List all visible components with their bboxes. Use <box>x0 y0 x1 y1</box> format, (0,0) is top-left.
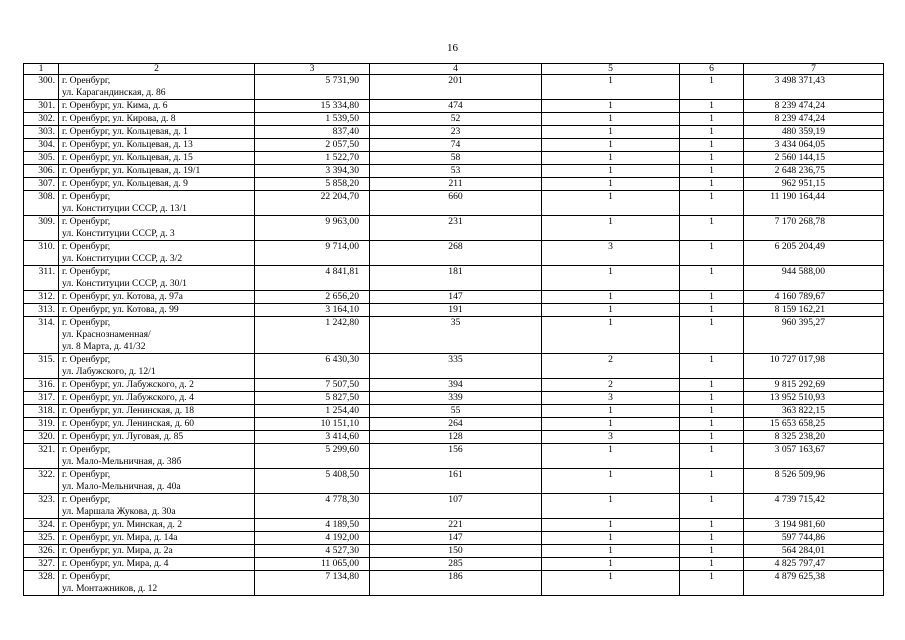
row-number-cell: 325. <box>24 532 59 545</box>
count-cell: 58 <box>370 152 542 165</box>
address-cell <box>59 317 255 354</box>
count-cell: 74 <box>370 139 542 152</box>
address-cell <box>59 113 255 126</box>
row-number-cell: 315. <box>24 354 59 379</box>
amount-cell: 8 325 238,20 <box>744 431 884 444</box>
count-cell: 107 <box>370 494 542 519</box>
address-line: г. Оренбург, ул. Котова, д. 99 <box>62 304 179 315</box>
address-line: г. Оренбург, ул. Кольцевая, д. 19/1 <box>62 165 201 176</box>
address-line: г. Оренбург, ул. Кима, д. 6 <box>62 100 168 111</box>
area-cell: 5 827,50 <box>255 392 370 405</box>
value-cell: 3 <box>542 392 680 405</box>
count-cell: 660 <box>370 191 542 216</box>
row-number-cell: 314. <box>24 317 59 354</box>
area-cell: 5 408,50 <box>255 469 370 494</box>
table-row <box>24 558 884 571</box>
row-number-cell: 320. <box>24 431 59 444</box>
value-cell: 1 <box>680 545 744 558</box>
address-cell <box>59 532 255 545</box>
area-cell: 1 254,40 <box>255 405 370 418</box>
value-cell: 1 <box>680 152 744 165</box>
table-row <box>24 291 884 304</box>
address-cell <box>59 241 255 266</box>
address-line: ул. Маршала Жукова, д. 30а <box>62 506 176 517</box>
area-cell: 3 414,60 <box>255 431 370 444</box>
area-cell: 3 164,10 <box>255 304 370 317</box>
value-cell: 1 <box>680 178 744 191</box>
address-line: ул. 8 Марта, д. 41/32 <box>62 341 146 352</box>
row-number-cell: 302. <box>24 113 59 126</box>
count-cell: 35 <box>370 317 542 354</box>
value-cell: 1 <box>680 444 744 469</box>
count-cell: 339 <box>370 392 542 405</box>
area-cell: 22 204,70 <box>255 191 370 216</box>
row-number-cell: 305. <box>24 152 59 165</box>
address-line: ул. Конституции СССР, д. 13/1 <box>62 203 187 214</box>
table-row <box>24 165 884 178</box>
address-line: ул. Лабужского, д. 12/1 <box>62 366 156 377</box>
area-cell: 4 778,30 <box>255 494 370 519</box>
amount-cell: 11 190 164,44 <box>744 191 884 216</box>
address-line: г. Оренбург, ул. Минская, д. 2 <box>62 519 182 530</box>
table-row <box>24 519 884 532</box>
count-cell: 52 <box>370 113 542 126</box>
area-cell: 2 656,20 <box>255 291 370 304</box>
address-line: г. Оренбург, ул. Кольцевая, д. 9 <box>62 178 188 189</box>
value-cell: 1 <box>680 405 744 418</box>
value-cell: 1 <box>680 126 744 139</box>
table-row <box>24 469 884 494</box>
row-number-cell: 318. <box>24 405 59 418</box>
address-line: г. Оренбург, <box>62 317 111 328</box>
value-cell: 1 <box>680 418 744 431</box>
row-number-cell: 327. <box>24 558 59 571</box>
address-cell <box>59 405 255 418</box>
count-cell: 23 <box>370 126 542 139</box>
address-cell <box>59 178 255 191</box>
table-row <box>24 266 884 291</box>
value-cell: 1 <box>542 165 680 178</box>
column-header: 6 <box>680 64 744 75</box>
table-row <box>24 241 884 266</box>
count-cell: 201 <box>370 75 542 100</box>
amount-cell: 480 359,19 <box>744 126 884 139</box>
area-cell: 6 430,30 <box>255 354 370 379</box>
address-line: г. Оренбург, ул. Мира, д. 2а <box>62 545 173 556</box>
value-cell: 1 <box>680 379 744 392</box>
value-cell: 1 <box>542 266 680 291</box>
area-cell: 1 242,80 <box>255 317 370 354</box>
value-cell: 1 <box>680 304 744 317</box>
address-line: г. Оренбург, <box>62 75 111 86</box>
address-cell <box>59 418 255 431</box>
value-cell: 3 <box>542 241 680 266</box>
amount-cell: 4 739 715,42 <box>744 494 884 519</box>
table-row <box>24 545 884 558</box>
address-line: ул. Краснознаменная/ <box>62 329 151 340</box>
value-cell: 1 <box>542 291 680 304</box>
value-cell: 1 <box>542 152 680 165</box>
value-cell: 2 <box>542 354 680 379</box>
area-cell: 4 192,00 <box>255 532 370 545</box>
area-cell: 1 539,50 <box>255 113 370 126</box>
count-cell: 335 <box>370 354 542 379</box>
address-line: г. Оренбург, <box>62 216 111 227</box>
address-line: г. Оренбург, ул. Кольцевая, д. 15 <box>62 152 193 163</box>
table-row <box>24 216 884 241</box>
value-cell: 1 <box>542 139 680 152</box>
value-cell: 1 <box>680 191 744 216</box>
column-header: 5 <box>542 64 680 75</box>
address-line: г. Оренбург, ул. Кирова, д. 8 <box>62 113 176 124</box>
value-cell: 1 <box>680 241 744 266</box>
value-cell: 1 <box>542 558 680 571</box>
address-line: г. Оренбург, ул. Лабужского, д. 4 <box>62 392 194 403</box>
value-cell: 1 <box>542 126 680 139</box>
value-cell: 1 <box>680 139 744 152</box>
area-cell: 7 134,80 <box>255 571 370 596</box>
amount-cell: 4 825 797,47 <box>744 558 884 571</box>
address-line: г. Оренбург, <box>62 266 111 277</box>
address-line: г. Оренбург, <box>62 469 111 480</box>
value-cell: 1 <box>542 178 680 191</box>
address-cell <box>59 100 255 113</box>
value-cell: 1 <box>680 469 744 494</box>
address-line: г. Оренбург, ул. Мира, д. 4 <box>62 558 169 569</box>
column-header: 3 <box>255 64 370 75</box>
address-line: г. Оренбург, ул. Лабужского, д. 2 <box>62 379 194 390</box>
row-number-cell: 324. <box>24 519 59 532</box>
value-cell: 1 <box>542 113 680 126</box>
row-number-cell: 301. <box>24 100 59 113</box>
address-line: г. Оренбург, ул. Ленинская, д. 60 <box>62 418 195 429</box>
area-cell: 5 299,60 <box>255 444 370 469</box>
value-cell: 1 <box>680 558 744 571</box>
count-cell: 147 <box>370 291 542 304</box>
value-cell: 1 <box>680 354 744 379</box>
value-cell: 1 <box>542 191 680 216</box>
value-cell: 1 <box>542 444 680 469</box>
address-cell <box>59 494 255 519</box>
amount-cell: 3 194 981,60 <box>744 519 884 532</box>
amount-cell: 10 727 017,98 <box>744 354 884 379</box>
amount-cell: 4 160 789,67 <box>744 291 884 304</box>
value-cell: 1 <box>542 317 680 354</box>
address-cell <box>59 291 255 304</box>
address-line: ул. Конституции СССР, д. 3 <box>62 228 175 239</box>
address-line: ул. Мало-Мельничная, д. 38б <box>62 456 182 467</box>
value-cell: 1 <box>680 392 744 405</box>
row-number-cell: 321. <box>24 444 59 469</box>
address-cell <box>59 354 255 379</box>
value-cell: 1 <box>680 317 744 354</box>
count-cell: 156 <box>370 444 542 469</box>
value-cell: 1 <box>680 519 744 532</box>
row-number-cell: 323. <box>24 494 59 519</box>
area-cell: 9 963,00 <box>255 216 370 241</box>
area-cell: 10 151,10 <box>255 418 370 431</box>
table-row <box>24 418 884 431</box>
value-cell: 1 <box>542 545 680 558</box>
table-row <box>24 405 884 418</box>
row-number-cell: 310. <box>24 241 59 266</box>
row-number-cell: 319. <box>24 418 59 431</box>
area-cell: 837,40 <box>255 126 370 139</box>
value-cell: 1 <box>542 405 680 418</box>
amount-cell: 2 648 236,75 <box>744 165 884 178</box>
count-cell: 150 <box>370 545 542 558</box>
value-cell: 1 <box>542 75 680 100</box>
address-cell <box>59 139 255 152</box>
value-cell: 1 <box>680 532 744 545</box>
address-cell <box>59 431 255 444</box>
address-cell <box>59 379 255 392</box>
amount-cell: 8 159 162,21 <box>744 304 884 317</box>
amount-cell: 8 526 509,96 <box>744 469 884 494</box>
count-cell: 211 <box>370 178 542 191</box>
table-row <box>24 139 884 152</box>
amount-cell: 564 284,01 <box>744 545 884 558</box>
address-line: г. Оренбург, <box>62 571 111 582</box>
address-cell <box>59 191 255 216</box>
area-cell: 2 057,50 <box>255 139 370 152</box>
amount-cell: 3 498 371,43 <box>744 75 884 100</box>
value-cell: 1 <box>680 75 744 100</box>
table-row <box>24 379 884 392</box>
address-line: г. Оренбург, ул. Котова, д. 97а <box>62 291 183 302</box>
amount-cell: 8 239 474,24 <box>744 113 884 126</box>
table-header-row <box>24 64 884 75</box>
value-cell: 1 <box>542 532 680 545</box>
row-number-cell: 312. <box>24 291 59 304</box>
row-number-cell: 326. <box>24 545 59 558</box>
amount-cell: 597 744,86 <box>744 532 884 545</box>
value-cell: 1 <box>542 418 680 431</box>
address-cell <box>59 152 255 165</box>
amount-cell: 363 822,15 <box>744 405 884 418</box>
column-header: 7 <box>744 64 884 75</box>
amount-cell: 15 653 658,25 <box>744 418 884 431</box>
amount-cell: 944 588,00 <box>744 266 884 291</box>
row-number-cell: 311. <box>24 266 59 291</box>
amount-cell: 7 170 268,78 <box>744 216 884 241</box>
value-cell: 1 <box>542 304 680 317</box>
count-cell: 264 <box>370 418 542 431</box>
address-line: г. Оренбург, <box>62 444 111 455</box>
value-cell: 1 <box>680 100 744 113</box>
area-cell: 7 507,50 <box>255 379 370 392</box>
address-cell <box>59 444 255 469</box>
table-row <box>24 494 884 519</box>
area-cell: 4 189,50 <box>255 519 370 532</box>
amount-cell: 3 057 163,67 <box>744 444 884 469</box>
amount-cell: 6 205 204,49 <box>744 241 884 266</box>
area-cell: 9 714,00 <box>255 241 370 266</box>
table-row <box>24 178 884 191</box>
amount-cell: 3 434 064,05 <box>744 139 884 152</box>
address-cell <box>59 304 255 317</box>
value-cell: 1 <box>542 494 680 519</box>
count-cell: 53 <box>370 165 542 178</box>
table-row <box>24 392 884 405</box>
count-cell: 285 <box>370 558 542 571</box>
row-number-cell: 308. <box>24 191 59 216</box>
count-cell: 161 <box>370 469 542 494</box>
area-cell: 15 334,80 <box>255 100 370 113</box>
value-cell: 1 <box>680 165 744 178</box>
address-line: ул. Карагандинская, д. 86 <box>62 87 166 98</box>
address-line: ул. Конституции СССР, д. 30/1 <box>62 278 187 289</box>
amount-cell: 962 951,15 <box>744 178 884 191</box>
value-cell: 1 <box>542 100 680 113</box>
address-cell <box>59 469 255 494</box>
column-header: 2 <box>59 64 255 75</box>
row-number-cell: 328. <box>24 571 59 596</box>
value-cell: 1 <box>680 113 744 126</box>
count-cell: 191 <box>370 304 542 317</box>
value-cell: 1 <box>680 431 744 444</box>
table-row <box>24 571 884 596</box>
address-line: г. Оренбург, ул. Кольцевая, д. 1 <box>62 126 188 137</box>
address-cell <box>59 519 255 532</box>
column-header: 4 <box>370 64 542 75</box>
table-row <box>24 304 884 317</box>
count-cell: 128 <box>370 431 542 444</box>
address-cell <box>59 165 255 178</box>
count-cell: 231 <box>370 216 542 241</box>
count-cell: 221 <box>370 519 542 532</box>
value-cell: 1 <box>542 469 680 494</box>
row-number-cell: 300. <box>24 75 59 100</box>
amount-cell: 2 560 144,15 <box>744 152 884 165</box>
table-row <box>24 126 884 139</box>
row-number-cell: 307. <box>24 178 59 191</box>
area-cell: 1 522,70 <box>255 152 370 165</box>
address-cell <box>59 571 255 596</box>
table-row <box>24 354 884 379</box>
count-cell: 181 <box>370 266 542 291</box>
address-line: г. Оренбург, ул. Кольцевая, д. 13 <box>62 139 193 150</box>
address-cell <box>59 558 255 571</box>
row-number-cell: 317. <box>24 392 59 405</box>
area-cell: 4 841,81 <box>255 266 370 291</box>
count-cell: 268 <box>370 241 542 266</box>
address-line: ул. Монтажников, д. 12 <box>62 583 158 594</box>
address-cell <box>59 266 255 291</box>
table-body <box>24 64 884 596</box>
amount-cell: 13 952 510,93 <box>744 392 884 405</box>
value-cell: 1 <box>680 291 744 304</box>
page-number: 16 <box>447 42 458 54</box>
value-cell: 1 <box>680 571 744 596</box>
row-number-cell: 306. <box>24 165 59 178</box>
address-line: ул. Конституции СССР, д. 3/2 <box>62 253 183 264</box>
value-cell: 3 <box>542 431 680 444</box>
area-cell: 3 394,30 <box>255 165 370 178</box>
address-cell <box>59 126 255 139</box>
value-cell: 1 <box>680 266 744 291</box>
count-cell: 474 <box>370 100 542 113</box>
amount-cell: 4 879 625,38 <box>744 571 884 596</box>
address-line: г. Оренбург, <box>62 191 111 202</box>
row-number-cell: 309. <box>24 216 59 241</box>
address-line: г. Оренбург, ул. Мира, д. 14а <box>62 532 178 543</box>
address-line: г. Оренбург, <box>62 494 111 505</box>
table-row <box>24 317 884 354</box>
table-row <box>24 431 884 444</box>
row-number-cell: 313. <box>24 304 59 317</box>
area-cell: 4 527,30 <box>255 545 370 558</box>
row-number-cell: 303. <box>24 126 59 139</box>
address-cell <box>59 545 255 558</box>
value-cell: 1 <box>542 571 680 596</box>
row-number-cell: 304. <box>24 139 59 152</box>
table-row <box>24 113 884 126</box>
count-cell: 186 <box>370 571 542 596</box>
address-cell <box>59 216 255 241</box>
amount-cell: 9 815 292,69 <box>744 379 884 392</box>
table-row <box>24 75 884 100</box>
row-number-cell: 316. <box>24 379 59 392</box>
address-line: г. Оренбург, <box>62 241 111 252</box>
value-cell: 1 <box>542 216 680 241</box>
count-cell: 394 <box>370 379 542 392</box>
table-row <box>24 444 884 469</box>
address-line: ул. Мало-Мельничная, д. 40а <box>62 481 181 492</box>
table-row <box>24 191 884 216</box>
amount-cell: 8 239 474,24 <box>744 100 884 113</box>
row-number-cell: 322. <box>24 469 59 494</box>
table-row <box>24 532 884 545</box>
value-cell: 2 <box>542 379 680 392</box>
address-cell <box>59 392 255 405</box>
value-cell: 1 <box>680 216 744 241</box>
area-cell: 11 065,00 <box>255 558 370 571</box>
count-cell: 147 <box>370 532 542 545</box>
amount-cell: 960 395,27 <box>744 317 884 354</box>
area-cell: 5 858,20 <box>255 178 370 191</box>
address-cell <box>59 75 255 100</box>
table-row <box>24 100 884 113</box>
value-cell: 1 <box>542 519 680 532</box>
column-header: 1 <box>24 64 59 75</box>
count-cell: 55 <box>370 405 542 418</box>
address-line: г. Оренбург, ул. Ленинская, д. 18 <box>62 405 195 416</box>
address-line: г. Оренбург, ул. Луговая, д. 85 <box>62 431 184 442</box>
table-row <box>24 152 884 165</box>
registry-table <box>23 63 884 596</box>
value-cell: 1 <box>680 494 744 519</box>
area-cell: 5 731,90 <box>255 75 370 100</box>
address-line: г. Оренбург, <box>62 354 111 365</box>
